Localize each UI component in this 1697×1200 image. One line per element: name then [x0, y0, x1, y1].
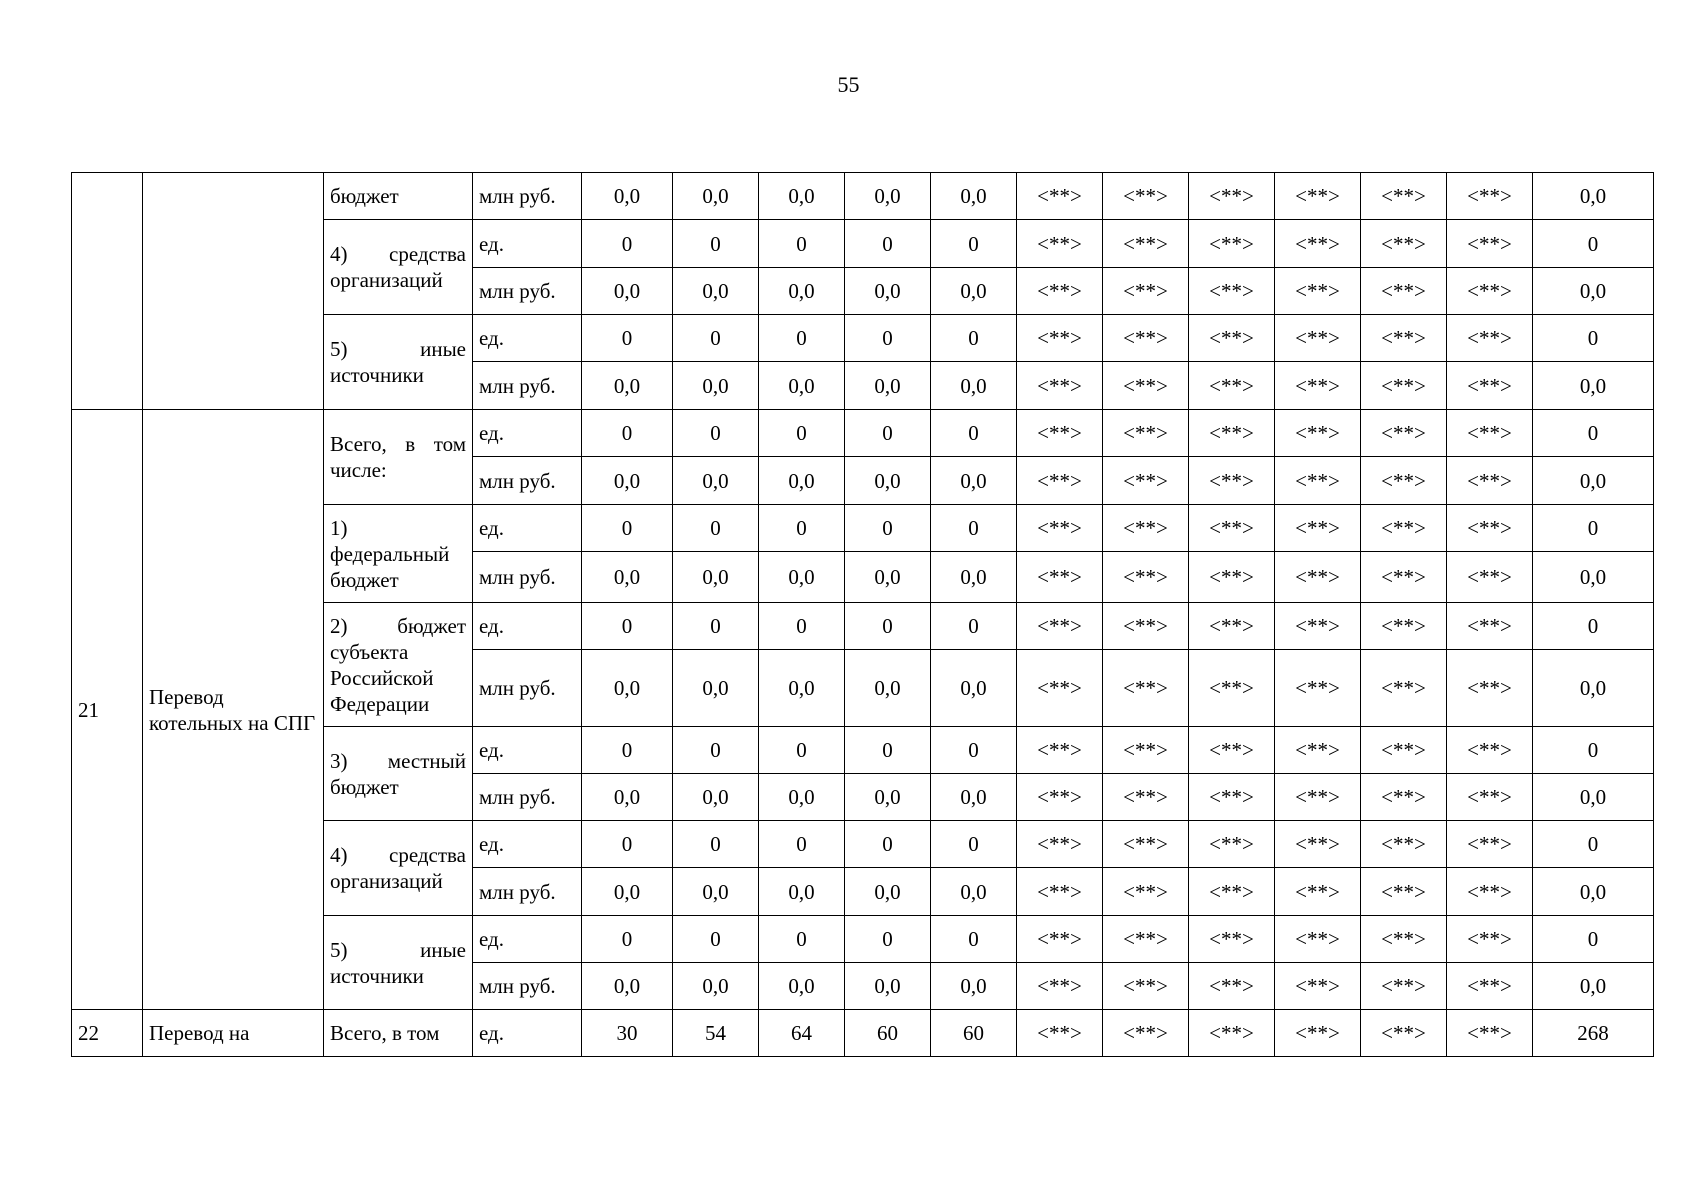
table-cell: 268: [1533, 1010, 1654, 1057]
table-cell: 0,0: [845, 268, 931, 315]
table-cell: 0,0: [1533, 650, 1654, 727]
table-cell: 0,0: [673, 774, 759, 821]
table-cell: <**>: [1447, 603, 1533, 650]
table-cell: <**>: [1189, 552, 1275, 603]
table-cell: <**>: [1017, 220, 1103, 268]
table-cell: 0,0: [1533, 362, 1654, 410]
table-cell: 0: [1533, 410, 1654, 457]
table-cell: <**>: [1103, 362, 1189, 410]
table-cell: 0: [673, 821, 759, 868]
table-cell: 0,0: [582, 963, 673, 1010]
table-cell: 0,0: [673, 650, 759, 727]
table-cell: <**>: [1361, 457, 1447, 505]
table-cell: 0: [845, 821, 931, 868]
table-cell: 0,0: [673, 173, 759, 220]
table-cell: 5) иные источники: [324, 315, 473, 410]
table-cell: 0: [931, 410, 1017, 457]
table-cell: <**>: [1447, 963, 1533, 1010]
table-cell: млн руб.: [473, 362, 582, 410]
table-cell: 0,0: [845, 552, 931, 603]
table-cell: 0,0: [845, 173, 931, 220]
table-cell: 0: [1533, 821, 1654, 868]
table-cell: 21: [72, 410, 143, 1010]
table-cell: 0: [845, 505, 931, 552]
table-cell: <**>: [1103, 821, 1189, 868]
table-row: [72, 410, 1654, 457]
table-cell: млн руб.: [473, 868, 582, 916]
table-cell: ед.: [473, 220, 582, 268]
table-cell: 0: [673, 727, 759, 774]
table-cell: 0,0: [931, 963, 1017, 1010]
table-cell: 0,0: [845, 650, 931, 727]
table-cell: <**>: [1189, 220, 1275, 268]
table-cell: <**>: [1275, 916, 1361, 963]
table-cell: 0: [845, 410, 931, 457]
table-cell: млн руб.: [473, 173, 582, 220]
table-cell: 0,0: [845, 963, 931, 1010]
table-cell: <**>: [1447, 410, 1533, 457]
table-cell: ед.: [473, 821, 582, 868]
table-cell: <**>: [1447, 220, 1533, 268]
table-cell: <**>: [1189, 727, 1275, 774]
table-cell: 2) бюджет субъекта Российской Федерации: [324, 603, 473, 727]
table-cell: 0: [845, 220, 931, 268]
table-cell: <**>: [1189, 410, 1275, 457]
table-cell: <**>: [1275, 268, 1361, 315]
table-cell: <**>: [1361, 650, 1447, 727]
table-cell: 0: [1533, 603, 1654, 650]
table-cell: <**>: [1103, 268, 1189, 315]
table-cell: <**>: [1189, 505, 1275, 552]
table-cell: <**>: [1275, 457, 1361, 505]
table-cell: 0: [845, 603, 931, 650]
table-cell: млн руб.: [473, 268, 582, 315]
table-cell: <**>: [1189, 868, 1275, 916]
table-cell: 0: [673, 220, 759, 268]
table-cell: 0,0: [673, 552, 759, 603]
page-number: 55: [837, 72, 860, 97]
table-cell: 0,0: [582, 457, 673, 505]
table-cell: 0: [1533, 727, 1654, 774]
table-cell: 0,0: [673, 362, 759, 410]
table-cell: <**>: [1017, 457, 1103, 505]
table-cell: 0: [759, 505, 845, 552]
table-cell: <**>: [1275, 821, 1361, 868]
table-cell: <**>: [1103, 868, 1189, 916]
table-cell: <**>: [1275, 727, 1361, 774]
table-cell: 64: [759, 1010, 845, 1057]
table-cell: ед.: [473, 603, 582, 650]
table-cell: <**>: [1447, 268, 1533, 315]
table-cell: 0: [931, 315, 1017, 362]
table-row: [72, 173, 1654, 220]
table-cell: 0,0: [582, 362, 673, 410]
table-cell: млн руб.: [473, 774, 582, 821]
table-cell: 0: [845, 727, 931, 774]
table-cell: ед.: [473, 410, 582, 457]
table-cell: 0,0: [1533, 963, 1654, 1010]
table-cell: <**>: [1447, 362, 1533, 410]
table-cell: 0,0: [582, 868, 673, 916]
table-cell: <**>: [1275, 220, 1361, 268]
table-cell: 0: [1533, 916, 1654, 963]
table-cell: 60: [845, 1010, 931, 1057]
table-cell: 0: [1533, 220, 1654, 268]
table-cell: 0,0: [582, 173, 673, 220]
table-cell: 5) иные источники: [324, 916, 473, 1010]
table-cell: <**>: [1103, 457, 1189, 505]
table-cell: <**>: [1189, 821, 1275, 868]
table-cell: <**>: [1361, 362, 1447, 410]
table-cell: 0: [845, 315, 931, 362]
table-cell: бюджет: [324, 173, 473, 220]
table-cell: <**>: [1103, 552, 1189, 603]
table-cell: 4) средства организаций: [324, 220, 473, 315]
table-cell: <**>: [1017, 1010, 1103, 1057]
table-cell: <**>: [1361, 1010, 1447, 1057]
table-cell: 0: [759, 821, 845, 868]
table-cell: ед.: [473, 505, 582, 552]
table-cell: 0: [582, 821, 673, 868]
table-cell: <**>: [1189, 774, 1275, 821]
table-cell: 0: [582, 505, 673, 552]
table-cell: 0: [931, 727, 1017, 774]
table-cell: 0: [582, 410, 673, 457]
table-cell: <**>: [1103, 220, 1189, 268]
table-cell: 0,0: [931, 457, 1017, 505]
table-cell: <**>: [1189, 315, 1275, 362]
table-cell: <**>: [1361, 821, 1447, 868]
table-cell: 0: [845, 916, 931, 963]
table-cell: <**>: [1017, 315, 1103, 362]
table-cell: 0: [582, 916, 673, 963]
table-cell: <**>: [1275, 963, 1361, 1010]
table-cell: 0,0: [1533, 868, 1654, 916]
table-cell: 0,0: [759, 362, 845, 410]
table-cell: <**>: [1103, 774, 1189, 821]
table-cell: 0,0: [931, 552, 1017, 603]
table-cell: <**>: [1275, 552, 1361, 603]
table-cell: 0: [931, 821, 1017, 868]
table-cell: <**>: [1189, 457, 1275, 505]
table-cell: 0,0: [1533, 552, 1654, 603]
table-cell: <**>: [1447, 315, 1533, 362]
table-cell: млн руб.: [473, 963, 582, 1010]
table-cell: 0,0: [759, 963, 845, 1010]
table-cell: 0: [759, 410, 845, 457]
table-cell: <**>: [1189, 362, 1275, 410]
table-cell: 0: [673, 916, 759, 963]
table-cell: 0,0: [759, 268, 845, 315]
funding-table: [71, 172, 1654, 1057]
table-cell: 0,0: [582, 268, 673, 315]
table-cell: млн руб.: [473, 552, 582, 603]
table-cell: <**>: [1017, 774, 1103, 821]
table-cell: <**>: [1361, 963, 1447, 1010]
table-body: [72, 173, 1654, 1057]
table-cell: 0,0: [673, 868, 759, 916]
table-cell: 0: [759, 315, 845, 362]
table-cell: <**>: [1361, 552, 1447, 603]
table-cell: 0,0: [845, 362, 931, 410]
table-cell: <**>: [1189, 268, 1275, 315]
table-cell: 0,0: [759, 173, 845, 220]
table-cell: 0,0: [673, 963, 759, 1010]
table-cell: 0: [1533, 315, 1654, 362]
table-cell: Перевод котельных на СПГ: [143, 410, 324, 1010]
table-cell: Всего, в том: [324, 1010, 473, 1057]
table-cell: 0,0: [759, 774, 845, 821]
table-cell: 60: [931, 1010, 1017, 1057]
table-cell: 0: [673, 603, 759, 650]
table-cell: Всего, в том числе:: [324, 410, 473, 505]
table-cell: 0,0: [931, 268, 1017, 315]
table-cell: 0,0: [931, 173, 1017, 220]
table-cell: 0: [759, 603, 845, 650]
table-cell: <**>: [1017, 821, 1103, 868]
table-cell: 0: [759, 916, 845, 963]
table-cell: <**>: [1447, 505, 1533, 552]
table-cell: <**>: [1189, 916, 1275, 963]
table-cell: <**>: [1275, 868, 1361, 916]
table-cell: 0,0: [1533, 173, 1654, 220]
table-cell: 0,0: [759, 552, 845, 603]
table-cell: [72, 173, 143, 410]
table-cell: <**>: [1103, 173, 1189, 220]
table-cell: 0,0: [582, 774, 673, 821]
table-cell: <**>: [1103, 963, 1189, 1010]
table-cell: <**>: [1103, 1010, 1189, 1057]
table-cell: 0: [1533, 505, 1654, 552]
table-cell: 0: [582, 220, 673, 268]
table-cell: <**>: [1361, 315, 1447, 362]
table-cell: 0,0: [1533, 774, 1654, 821]
table-cell: <**>: [1017, 868, 1103, 916]
table-cell: <**>: [1447, 727, 1533, 774]
table-cell: 0: [673, 315, 759, 362]
table-cell: 0,0: [1533, 457, 1654, 505]
table-cell: <**>: [1103, 727, 1189, 774]
table-cell: [143, 173, 324, 410]
table-cell: млн руб.: [473, 650, 582, 727]
table-cell: 0: [931, 220, 1017, 268]
table-cell: <**>: [1275, 774, 1361, 821]
table-cell: 0: [582, 727, 673, 774]
table-cell: <**>: [1103, 650, 1189, 727]
table-cell: 0,0: [673, 268, 759, 315]
table-row: [72, 1010, 1654, 1057]
table-cell: 1) федеральный бюджет: [324, 505, 473, 603]
table-cell: <**>: [1189, 1010, 1275, 1057]
table-cell: <**>: [1017, 963, 1103, 1010]
table-cell: 0: [759, 220, 845, 268]
table-cell: <**>: [1275, 1010, 1361, 1057]
table-cell: <**>: [1017, 268, 1103, 315]
table-cell: <**>: [1275, 410, 1361, 457]
table-cell: 0,0: [1533, 268, 1654, 315]
table-cell: <**>: [1275, 505, 1361, 552]
table-cell: 0,0: [759, 650, 845, 727]
table-cell: 0: [673, 505, 759, 552]
table-cell: <**>: [1447, 650, 1533, 727]
table-cell: 0: [931, 603, 1017, 650]
table-cell: 0,0: [845, 774, 931, 821]
table-cell: <**>: [1017, 552, 1103, 603]
table-cell: 0,0: [845, 457, 931, 505]
table-cell: 0: [673, 410, 759, 457]
table-cell: <**>: [1103, 916, 1189, 963]
table-cell: 0,0: [759, 868, 845, 916]
table-cell: 0,0: [759, 457, 845, 505]
table-cell: 0,0: [931, 774, 1017, 821]
table-cell: <**>: [1017, 410, 1103, 457]
table-cell: <**>: [1361, 916, 1447, 963]
table-cell: ед.: [473, 1010, 582, 1057]
table-cell: <**>: [1103, 603, 1189, 650]
table-cell: <**>: [1361, 505, 1447, 552]
table-cell: <**>: [1017, 603, 1103, 650]
table-cell: 0: [931, 505, 1017, 552]
table-cell: <**>: [1361, 268, 1447, 315]
table-cell: <**>: [1361, 603, 1447, 650]
table-cell: <**>: [1447, 821, 1533, 868]
table-cell: ед.: [473, 727, 582, 774]
table-cell: <**>: [1361, 173, 1447, 220]
table-cell: <**>: [1275, 362, 1361, 410]
table-cell: Перевод на: [143, 1010, 324, 1057]
table-cell: 0: [931, 916, 1017, 963]
table-cell: 0,0: [931, 650, 1017, 727]
table-cell: 0,0: [582, 650, 673, 727]
table-cell: <**>: [1017, 505, 1103, 552]
table-cell: <**>: [1447, 173, 1533, 220]
table-cell: <**>: [1361, 410, 1447, 457]
table-cell: <**>: [1361, 727, 1447, 774]
table-cell: <**>: [1017, 362, 1103, 410]
table-cell: <**>: [1189, 650, 1275, 727]
table-cell: 4) средства организаций: [324, 821, 473, 916]
table-cell: <**>: [1447, 1010, 1533, 1057]
table-cell: 0,0: [845, 868, 931, 916]
table-cell: <**>: [1447, 774, 1533, 821]
table-cell: 0,0: [931, 868, 1017, 916]
table-cell: <**>: [1275, 650, 1361, 727]
table-cell: 3) местный бюджет: [324, 727, 473, 821]
table-cell: ед.: [473, 315, 582, 362]
table-cell: <**>: [1447, 457, 1533, 505]
table-cell: <**>: [1275, 315, 1361, 362]
table-cell: 0,0: [673, 457, 759, 505]
table-cell: 0,0: [582, 552, 673, 603]
table-cell: 30: [582, 1010, 673, 1057]
table-cell: ед.: [473, 916, 582, 963]
table-cell: 0,0: [931, 362, 1017, 410]
table-cell: <**>: [1447, 916, 1533, 963]
table-cell: <**>: [1017, 916, 1103, 963]
table-cell: <**>: [1447, 868, 1533, 916]
table-cell: <**>: [1275, 173, 1361, 220]
table-cell: <**>: [1103, 410, 1189, 457]
table-cell: 22: [72, 1010, 143, 1057]
table-cell: <**>: [1017, 650, 1103, 727]
table-cell: <**>: [1017, 727, 1103, 774]
table-cell: 0: [759, 727, 845, 774]
table-cell: <**>: [1447, 552, 1533, 603]
table-cell: млн руб.: [473, 457, 582, 505]
table-cell: <**>: [1017, 173, 1103, 220]
table-cell: <**>: [1189, 173, 1275, 220]
table-cell: 0: [582, 603, 673, 650]
table-cell: <**>: [1361, 868, 1447, 916]
table-cell: <**>: [1189, 603, 1275, 650]
table-cell: <**>: [1361, 220, 1447, 268]
table-cell: 54: [673, 1010, 759, 1057]
table-cell: <**>: [1103, 505, 1189, 552]
table-cell: <**>: [1189, 963, 1275, 1010]
table-cell: 0: [582, 315, 673, 362]
table-cell: <**>: [1361, 774, 1447, 821]
table-cell: <**>: [1103, 315, 1189, 362]
table-cell: <**>: [1275, 603, 1361, 650]
